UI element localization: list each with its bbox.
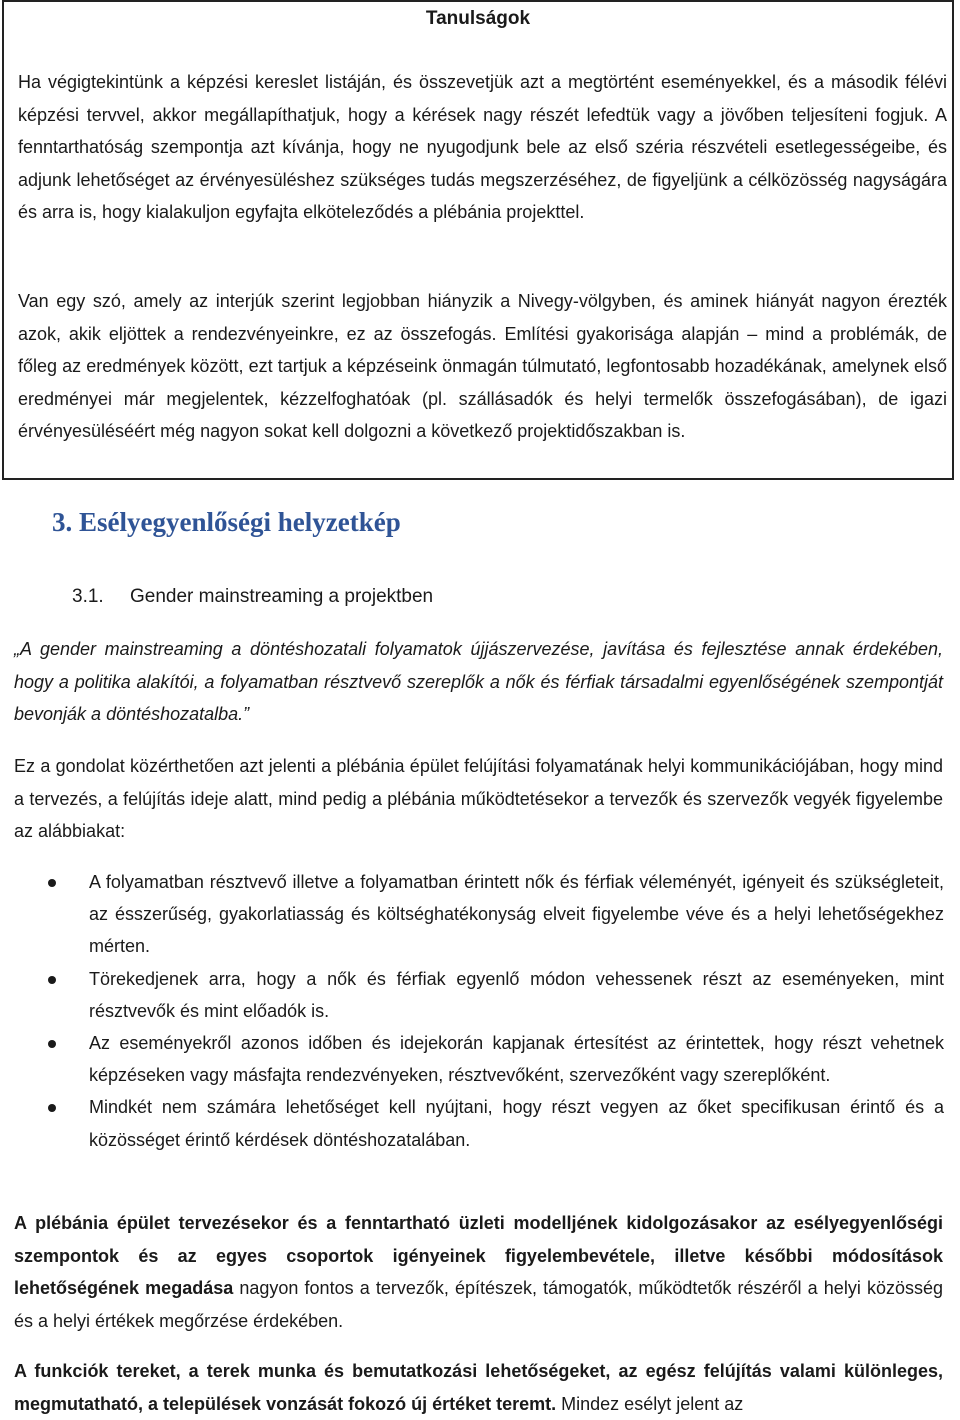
list-item [40,1091,944,1155]
definition-quote: „A gender mainstreaming a döntéshozatali folyamatok újjászervezése, javítása és fejlesztése annak érdekében, hogy a politika alakítói, a folyamatban résztvevő szereplők a nők és férfiak társadalmi egyenlőségének szempontját bevonják a döntéshozatalba.” [14,639,943,724]
bullet-list [40,866,944,1156]
list-item-text: A folyamatban résztvevő illetve a folyamatban érintett nők és férfiak véleményét, igényeit és szükségleteit, az ésszerűség, gyakorlatiasság és költséghatékonyság elveit figyelembe véve és a helyi lehetőségekhez mérten. [89,872,944,957]
lessons-box [2,0,954,480]
list-item-text: Mindkét nem számára lehetőséget kell nyújtani, hogy részt vegyen az őket specifikusan érintő és a közösséget érintő kérdések döntéshozatalában. [89,1097,944,1150]
subsection-heading [72,583,433,611]
subsection-title: Gender mainstreaming a projektben [130,586,434,607]
list-item-text: Az eseményekről azonos időben és idejekorán kapjanak értesítést az érintettek, hogy részt vehetnek képzéseken vagy másfajta rendezvényeken, résztvevőként, szervezőként vagy szereplőként. [89,1033,944,1086]
intro-paragraph: Ez a gondolat közérthetően azt jelenti a plébánia épület felújítási folyamatának helyi kommunikációjában, hogy mind a tervezés, a felújítás ideje alatt, mind pedig a plébánia működtetésekor a tervezők és szervezők vegyék figyelembe az alábbiakat: [14,756,943,841]
closing-text: nagyon fontos a tervezők, építészek, támogatók, működtetők részéről a helyi közösség és a helyi értékek megőrzése érdekében. [14,1278,943,1331]
list-item [40,963,944,1027]
box-paragraph-2: Van egy szó, amely az interjúk szerint legjobban hiányzik a Nivegy-völgyben, és aminek hiányát nagyon érezték azok, akik eljöttek a rendezvényeinkre, ez az összefogás. Említési gyakorisága alapján – mind a problémák, de főleg az eredmények között, ezt tartjuk a képzéseink önmagán túlmutató, legfontosabb hozadékának, amelynek első eredményei már megjelentek, kézzelfoghatóak (pl. szállásadók és helyi termelők összefogásában), de igazi érvényesüléséért még nagyon sokat kell dolgozni a következő projektidőszakban is. [18,291,947,442]
list-item [40,1027,944,1091]
closing-paragraph [14,1207,943,1337]
box-title: Tanulságok [425,8,531,29]
bullet-icon [48,879,56,887]
final-bold-text: A funkciók tereket, a terek munka és bemutatkozási lehetőségeket, az egész felújítás valami különleges, megmutatható, a települések vonzását fokozó új értéket teremt. [14,1361,943,1414]
closing-bold-text: A plébánia épület tervezésekor és a fenntartható üzleti modelljének kidolgozásakor az esélyegyenlőségi szempontok és az egyes csoportok igényeinek figyelembevétele, illetve későbbi módosítások lehetőségének megadása [14,1213,943,1298]
list-item-text: Törekedjenek arra, hogy a nők és férfiak egyenlő módon vehessenek részt az eseményeken, mint résztvevők és mint előadók is. [89,968,944,1021]
subsection-number: 3.1. [72,586,104,607]
bullet-icon [48,1040,56,1048]
bullet-icon [48,1104,56,1112]
bullet-icon [48,976,56,984]
list-item [40,866,944,963]
final-paragraph [14,1355,943,1420]
section-heading: 3. Esélyegyenlőségi helyzetkép [52,507,401,537]
final-text: Mindez esélyt jelent az [556,1393,744,1414]
box-paragraph-1: Ha végigtekintünk a képzési kereslet listáján, és összevetjük azt a megtörtént eseményekkel, és a második félévi képzési tervvel, akkor megállapíthatjuk, hogy a kérések nagy részét lefedtük vagy a jövőben teljesíteni fogjuk. A fenntarthatóság szempontja azt kívánja, hogy ne nyugodjunk bele az első széria részvételi esetlegességeibe, és adjunk lehetőséget az érvényesüléshez szükséges tudás megszerzéséhez, de figyeljünk a célközösség nagyságára és arra is, hogy kialakuljon egyfajta elköteleződés a plébánia projekttel. [18,72,947,223]
